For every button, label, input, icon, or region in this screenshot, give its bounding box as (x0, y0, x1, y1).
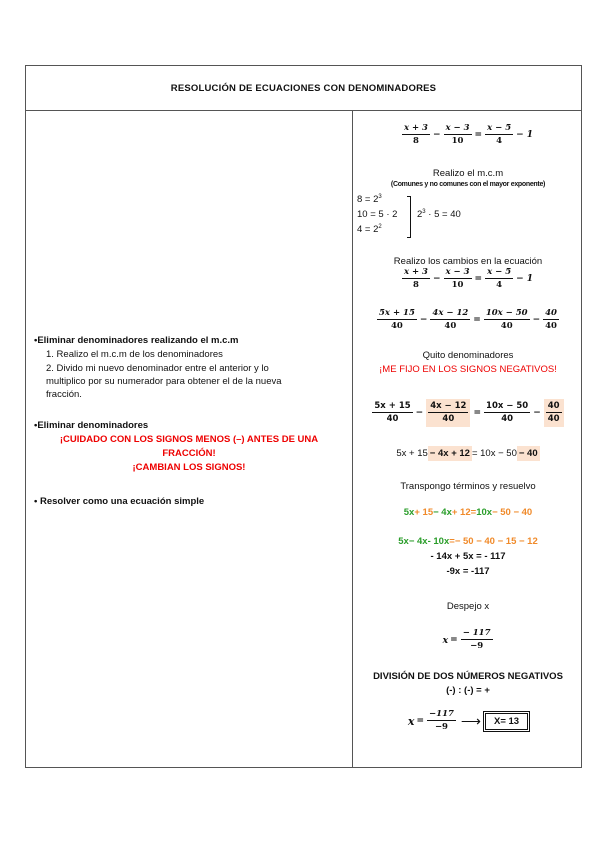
math-term: = (473, 408, 482, 418)
math-term: = (449, 536, 455, 547)
brace (407, 196, 411, 238)
sign-warning: ¡ME FIJO EN LOS SIGNOS NEGATIVOS! (379, 364, 557, 375)
answer-box: X= 13 (485, 713, 528, 730)
math-term: 40 (545, 308, 557, 318)
math-term: x + 3 (403, 123, 428, 133)
remove-denominators-title: Quito denominadores (422, 350, 514, 361)
bullet: • (34, 335, 38, 346)
math-term: + 15 (414, 507, 434, 518)
equation-repeat (353, 267, 583, 291)
math-term: 40 (547, 414, 560, 424)
bullet: • (34, 496, 38, 507)
left-column (26, 111, 352, 768)
page-title: RESOLUCIÓN DE ECUACIONES CON DENOMINADORES (26, 66, 581, 111)
math-term: − (415, 408, 424, 418)
mcm-subtitle: (Comunes y no comunes con el mayor exponente) (390, 181, 546, 188)
math-term: − 117 (462, 628, 491, 638)
bullet: • (34, 420, 38, 431)
equation-grouped (353, 536, 583, 547)
math-term: 10 (451, 136, 464, 146)
equation-highlighted (353, 399, 583, 427)
math-term: 4x − 12 (432, 308, 469, 318)
equation-transpose-colored (353, 507, 583, 518)
arrow-icon: ⟶ (460, 712, 481, 729)
equation-sum: - 14x + 5x = - 117 (430, 551, 506, 562)
math-term: = (470, 507, 477, 518)
math-term: x + 3 (403, 267, 428, 277)
math-term: 4 (496, 136, 503, 146)
math-term: 5x (398, 536, 409, 547)
step-2-line-c: fracción. (46, 389, 82, 400)
isolate-title: Despejo x (446, 601, 490, 612)
math-term: = (416, 716, 425, 726)
equation-no-denominators (353, 446, 583, 461)
math-term: 40 (547, 401, 560, 411)
math-term: − (532, 315, 541, 325)
equation-isolate-x (353, 628, 583, 652)
mcm-title: Realizo el m.c.m (432, 168, 504, 179)
math-term: - 10x (427, 536, 450, 547)
math-term: 3 (422, 209, 426, 215)
right-column (353, 111, 583, 768)
math-term: − (432, 130, 441, 140)
mcm-result (417, 209, 461, 220)
math-term: 8 (412, 136, 419, 146)
division-rule: (-) : (-) = + (446, 685, 490, 696)
step-2-line-a: 2. Divido mi nuevo denominador entre el anterior y lo (46, 363, 269, 374)
math-term: 40 (444, 321, 457, 331)
step-1: 1. Realizo el m.c.m de los denominadores (46, 349, 223, 360)
math-term: 5x + 15 (374, 401, 411, 411)
math-term: 5x + 15 (379, 308, 415, 318)
math-term: 10x − 50 (485, 308, 528, 318)
math-term: −9 (434, 722, 448, 732)
math-term: 5x + 15 (396, 448, 428, 459)
math-term: 10x (476, 507, 493, 518)
division-title: DIVISIÓN DE DOS NÚMEROS NEGATIVOS (373, 671, 563, 682)
math-term: 4 (496, 280, 503, 290)
equation-original (353, 123, 583, 147)
changes-title: Realizo los cambios en la ecuación (393, 256, 543, 267)
math-term: 8 (412, 280, 419, 290)
math-term: − (533, 408, 541, 418)
equation-simplified: -9x = -117 (446, 566, 490, 577)
math-term: 40 (500, 321, 513, 331)
math-term: x (407, 714, 415, 728)
math-term: −9 (470, 641, 484, 651)
math-term: − 40 (518, 448, 538, 459)
math-term: 40 (545, 321, 557, 331)
math-term: x (442, 634, 449, 646)
section-1-title (34, 335, 238, 346)
math-term: 4 = 2 (357, 224, 379, 236)
step-2-line-b: multiplico por su numerador para obtener el de la nueva (46, 376, 282, 387)
math-term: x − 3 (445, 267, 470, 277)
math-term: 2 (378, 224, 382, 230)
transpose-title: Transpongo términos y resuelvo (400, 481, 536, 492)
math-term: − 50 − 40 − 15 − 12 (454, 536, 538, 547)
math-term: + 12 (451, 507, 471, 518)
math-term: 4x − 12 (430, 401, 467, 411)
math-term: 40 (386, 414, 399, 424)
math-term: 8 = 2 (357, 194, 379, 206)
warning-line-2: FRACCIÓN! (162, 448, 216, 459)
math-term: = (473, 315, 481, 325)
math-term: = (450, 635, 458, 645)
section-2-title (34, 420, 148, 431)
math-term: − 1 (516, 274, 534, 284)
warning-line-1: ¡CUIDADO CON LOS SIGNOS MENOS (–) ANTES DE UNA (59, 434, 319, 445)
factor-8 (357, 194, 382, 205)
math-term: = (474, 130, 483, 140)
math-term: 2 (417, 209, 423, 221)
math-term: = (474, 274, 483, 284)
warning-line-3: ¡CAMBIAN LOS SIGNOS! (132, 462, 246, 473)
math-term: 3 (378, 194, 382, 200)
math-term: 40 (442, 414, 455, 424)
math-term: Resolver como una ecuación simple (39, 496, 205, 507)
equation-final (353, 709, 583, 733)
math-term: 40 (501, 414, 514, 424)
math-term: −117 (429, 709, 454, 719)
math-term: x − 5 (487, 123, 512, 133)
factor-4 (357, 224, 382, 235)
math-term: − 4x (433, 507, 452, 518)
math-term: · 5 = 40 (425, 209, 461, 221)
math-term: x − 3 (445, 123, 470, 133)
math-term: 10x − 50 (486, 401, 529, 411)
math-term: − (432, 274, 441, 284)
math-term: Eliminar denominadores (37, 420, 149, 431)
math-term: 10 (451, 280, 464, 290)
math-term: 5x (403, 507, 415, 518)
worksheet-frame (25, 65, 582, 768)
math-term: Eliminar denominadores realizando el m.c.m (37, 335, 239, 346)
math-term: x − 5 (487, 267, 512, 277)
math-term: = 10x − 50 (471, 448, 517, 459)
math-term: − 4x + 12 (429, 448, 470, 459)
math-term: − 50 − 40 (492, 507, 533, 518)
factor-10: 10 = 5 · 2 (357, 209, 398, 220)
equation-common-denominator (353, 308, 583, 332)
math-term: − (419, 315, 428, 325)
section-3-title (34, 496, 204, 507)
math-term: − 4x (408, 536, 428, 547)
math-term: − 1 (516, 130, 534, 140)
math-term: 40 (391, 321, 403, 331)
